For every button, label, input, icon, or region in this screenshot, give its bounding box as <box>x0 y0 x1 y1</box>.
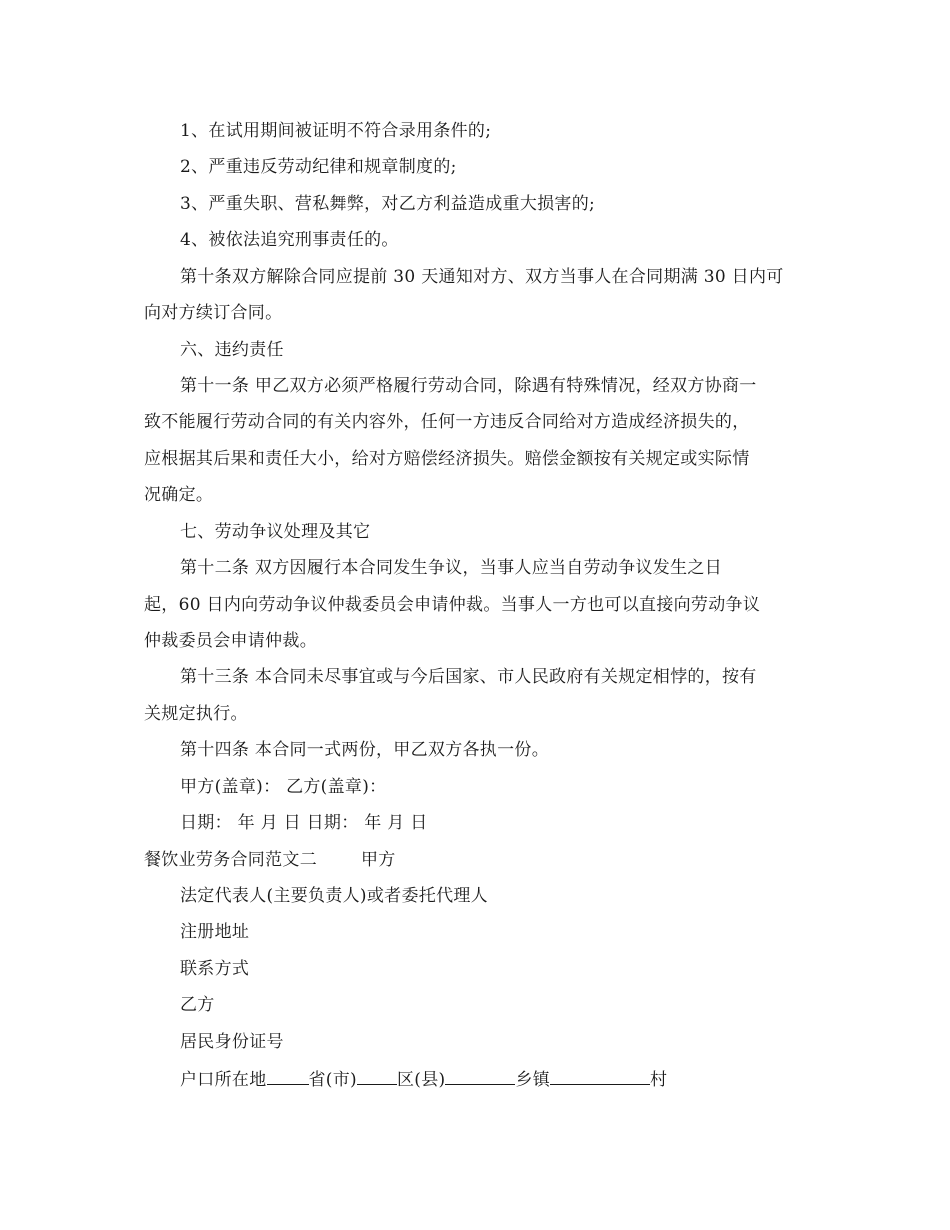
sample-2-title: 餐饮业劳务合同范文二 <box>144 850 317 870</box>
town-label: 乡镇 <box>515 1070 551 1090</box>
article-12-line-3: 仲裁委员会申请仲裁。 <box>144 631 317 651</box>
field-party-b: 乙方 <box>180 995 215 1015</box>
field-household-registration <box>180 1068 667 1090</box>
article-11-line-1: 第十一条 甲乙双方必须严格履行劳动合同，除遇有特殊情况，经双方协商一 <box>180 376 757 396</box>
signature-seal-line: 甲方(盖章)： 乙方(盖章)： <box>180 777 387 797</box>
clause-item-1: 1、在试用期间被证明不符合录用条件的; <box>180 121 492 141</box>
household-label: 户口所在地 <box>180 1070 267 1090</box>
clause-item-2: 2、严重违反劳动纪律和规章制度的; <box>180 157 457 177</box>
district-label: 区(县) <box>396 1070 446 1090</box>
article-10-line-2: 向对方续订合同。 <box>144 303 283 323</box>
district-blank[interactable] <box>357 1068 397 1085</box>
clause-item-3: 3、严重失职、营私舞弊，对乙方利益造成重大损害的; <box>180 194 596 214</box>
article-11-line-2: 致不能履行劳动合同的有关内容外，任何一方违反合同给对方造成经济损失的， <box>144 412 750 432</box>
village-blank[interactable] <box>550 1068 650 1085</box>
town-blank[interactable] <box>445 1068 515 1085</box>
party-a-label: 甲方 <box>361 850 396 870</box>
field-id-number: 居民身份证号 <box>180 1032 284 1052</box>
field-registered-address: 注册地址 <box>180 922 250 942</box>
article-10-line-1: 第十条双方解除合同应提前 30 天通知对方、双方当事人在合同期满 30 日内可 <box>180 267 784 287</box>
sample-2-heading-line <box>144 850 396 870</box>
field-legal-representative: 法定代表人(主要负责人)或者委托代理人 <box>180 886 488 906</box>
province-blank[interactable] <box>267 1068 309 1085</box>
section-heading-liability: 六、违约责任 <box>180 340 284 360</box>
article-11-line-4: 况确定。 <box>144 485 214 505</box>
article-11-line-3: 应根据其后果和责任大小，给对方赔偿经济损失。赔偿金额按有关规定或实际情 <box>144 449 750 469</box>
article-12-line-2: 起，60 日内向劳动争议仲裁委员会申请仲裁。当事人一方也可以直接向劳动争议 <box>144 595 761 615</box>
field-contact: 联系方式 <box>180 959 250 979</box>
province-label: 省(市) <box>308 1070 357 1090</box>
section-heading-disputes: 七、劳动争议处理及其它 <box>180 522 371 542</box>
article-13-line-2: 关规定执行。 <box>144 704 248 724</box>
clause-item-4: 4、被依法追究刑事责任的。 <box>180 230 399 250</box>
village-label: 村 <box>650 1070 668 1090</box>
article-14: 第十四条 本合同一式两份，甲乙双方各执一份。 <box>180 740 550 760</box>
signature-date-line: 日期： 年 月 日 日期： 年 月 日 <box>180 813 428 833</box>
article-13-line-1: 第十三条 本合同未尽事宜或与今后国家、市人民政府有关规定相悖的，按有 <box>180 667 757 687</box>
article-12-line-1: 第十二条 双方因履行本合同发生争议，当事人应当自劳动争议发生之日 <box>180 558 723 578</box>
